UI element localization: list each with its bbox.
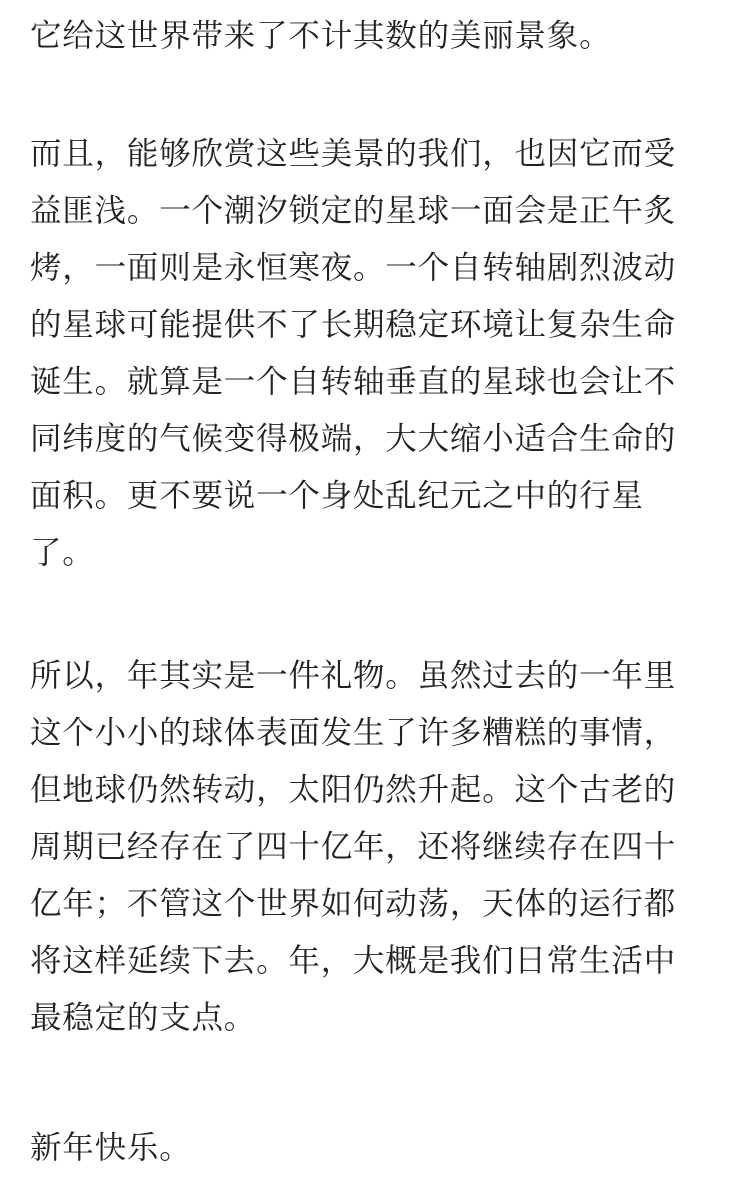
paragraph-2-line-7: 面积。更不要说一个身处乱纪元之中的行星 <box>30 478 644 514</box>
paragraph-2-line-2: 益匪浅。一个潮汐锁定的星球一面会是正午炙 <box>30 193 677 229</box>
paragraph-2-line-4: 的星球可能提供不了长期稳定环境让复杂生命 <box>30 307 677 343</box>
paragraph-3-line-3: 但地球仍然转动，太阳仍然升起。这个古老的 <box>30 772 677 808</box>
paragraph-3-line-2: 这个小小的球体表面发生了许多糟糕的事情， <box>30 715 677 751</box>
paragraph-4-line-1: 新年快乐。 <box>30 1130 192 1166</box>
paragraph-2-line-1: 而且，能够欣赏这些美景的我们，也因它而受 <box>30 136 677 172</box>
paragraph-2-line-3: 烤，一面则是永恒寒夜。一个自转轴剧烈波动 <box>30 250 677 286</box>
paragraph-3-line-7: 最稳定的支点。 <box>30 1000 257 1036</box>
paragraph-3-line-6: 将这样延续下去。年，大概是我们日常生活中 <box>30 943 677 979</box>
paragraph-2-line-6: 同纬度的气候变得极端，大大缩小适合生命的 <box>30 421 677 457</box>
paragraph-2-line-8: 了。 <box>30 535 95 571</box>
paragraph-1-line-1: 它给这世界带来了不计其数的美丽景象。 <box>30 18 612 54</box>
paragraph-3-line-5: 亿年；不管这个世界如何动荡，天体的运行都 <box>30 886 677 922</box>
paragraph-3-line-1: 所以，年其实是一件礼物。虽然过去的一年里 <box>30 658 677 694</box>
paragraph-2-line-5: 诞生。就算是一个自转轴垂直的星球也会让不 <box>30 364 677 400</box>
paragraph-3-line-4: 周期已经存在了四十亿年，还将继续存在四十 <box>30 829 677 865</box>
